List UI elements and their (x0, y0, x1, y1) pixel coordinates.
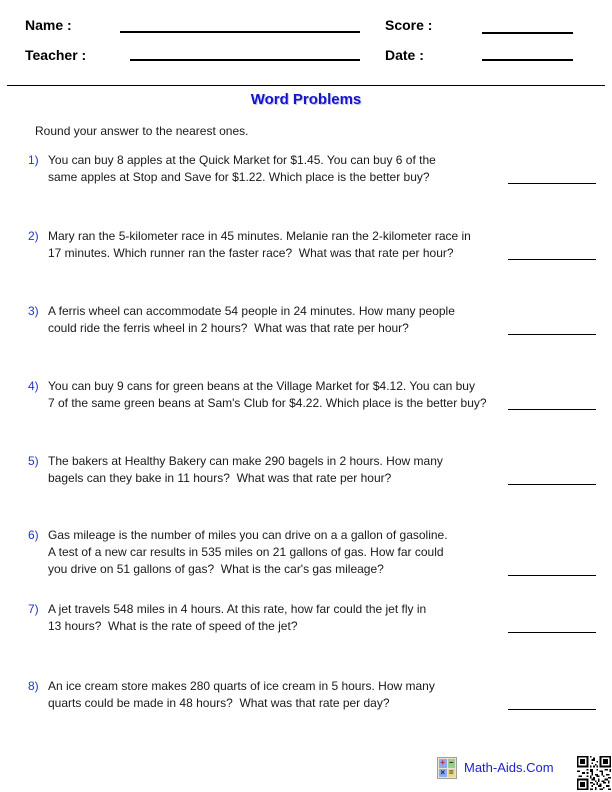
problem-text (48, 453, 500, 487)
problem-row (28, 453, 596, 487)
teacher-label: Teacher : (25, 47, 87, 63)
problem-text (48, 152, 500, 186)
answer-blank-line (508, 409, 596, 410)
name-label: Name : (25, 17, 72, 33)
problem-text-line: you drive on 51 gallons of gas? What is the car's gas mileage? (48, 562, 384, 576)
answer-blank-line (508, 334, 596, 335)
times-icon: × (440, 767, 446, 777)
problem-text-line: You can buy 9 cans for green beans at the Village Market for $4.12. You can buy (48, 379, 475, 393)
problem-text-line: A jet travels 548 miles in 4 hours. At this rate, how far could the jet fly in (48, 602, 427, 616)
problem-number: 8) (28, 679, 39, 693)
problem-text-line: A ferris wheel can accommodate 54 people in 24 minutes. How many people (48, 304, 455, 318)
problem-text-line: 13 hours? What is the rate of speed of the jet? (48, 619, 298, 633)
answer-blank-line (508, 575, 596, 576)
problem-text-line: An ice cream store makes 280 quarts of ice cream in 5 hours. How many (48, 679, 435, 693)
problem-number: 6) (28, 528, 39, 542)
instruction-text: Round your answer to the nearest ones. (35, 124, 249, 138)
problem-number: 2) (28, 229, 39, 243)
problem-text-line: You can buy 8 apples at the Quick Market for $1.45. You can buy 6 of the (48, 153, 436, 167)
problem-row (28, 303, 596, 337)
problem-row (28, 228, 596, 262)
answer-blank-line (508, 632, 596, 633)
problem-text (48, 527, 500, 578)
plus-icon: + (440, 758, 446, 768)
problem-text (48, 678, 500, 712)
problem-number: 1) (28, 153, 39, 167)
problem-text-line: bagels can they bake in 11 hours? What was that rate per hour? (48, 471, 392, 485)
minus-icon: − (448, 758, 454, 768)
name-blank-line (120, 31, 360, 33)
math-aids-brand-link[interactable]: Math-Aids.Com (464, 760, 554, 775)
problem-text-line: Gas mileage is the number of miles you can drive on a a gallon of gasoline. (48, 528, 448, 542)
problem-text-line: The bakers at Healthy Bakery can make 290 bagels in 2 hours. How many (48, 454, 443, 468)
answer-blank-line (508, 709, 596, 710)
problem-number: 7) (28, 602, 39, 616)
problem-row (28, 527, 596, 578)
problem-row (28, 152, 596, 186)
problem-text-line: could ride the ferris wheel in 2 hours? What was that rate per hour? (48, 321, 409, 335)
qr-code-icon (577, 756, 611, 790)
problem-row (28, 378, 596, 412)
equals-icon: = (448, 767, 454, 777)
problem-number: 4) (28, 379, 39, 393)
score-blank-line (482, 32, 573, 34)
problem-row (28, 601, 596, 635)
problem-text-line: same apples at Stop and Save for $1.22. Which place is the better buy? (48, 170, 430, 184)
date-blank-line (482, 59, 573, 61)
date-label: Date : (385, 47, 424, 63)
problem-text-line: A test of a new car results in 535 miles on 21 gallons of gas. How far could (48, 545, 444, 559)
page-title: Word Problems (250, 91, 362, 108)
score-label: Score : (385, 17, 433, 33)
problem-text-line: Mary ran the 5-kilometer race in 45 minutes. Melanie ran the 2-kilometer race in (48, 229, 471, 243)
problem-text (48, 228, 500, 262)
problem-number: 3) (28, 304, 39, 318)
problem-text-line: quarts could be made in 48 hours? What was that rate per day? (48, 696, 390, 710)
problem-text-line: 7 of the same green beans at Sam's Club for $4.22. Which place is the better buy? (48, 396, 487, 410)
answer-blank-line (508, 259, 596, 260)
problem-text (48, 378, 500, 412)
calculator-icon (437, 757, 457, 779)
answer-blank-line (508, 183, 596, 184)
problem-row (28, 678, 596, 712)
teacher-blank-line (130, 59, 360, 61)
problem-text (48, 303, 500, 337)
problem-text (48, 601, 500, 635)
answer-blank-line (508, 484, 596, 485)
problem-text-line: 17 minutes. Which runner ran the faster race? What was that rate per hour? (48, 246, 454, 260)
header-divider (7, 85, 605, 86)
problem-number: 5) (28, 454, 39, 468)
